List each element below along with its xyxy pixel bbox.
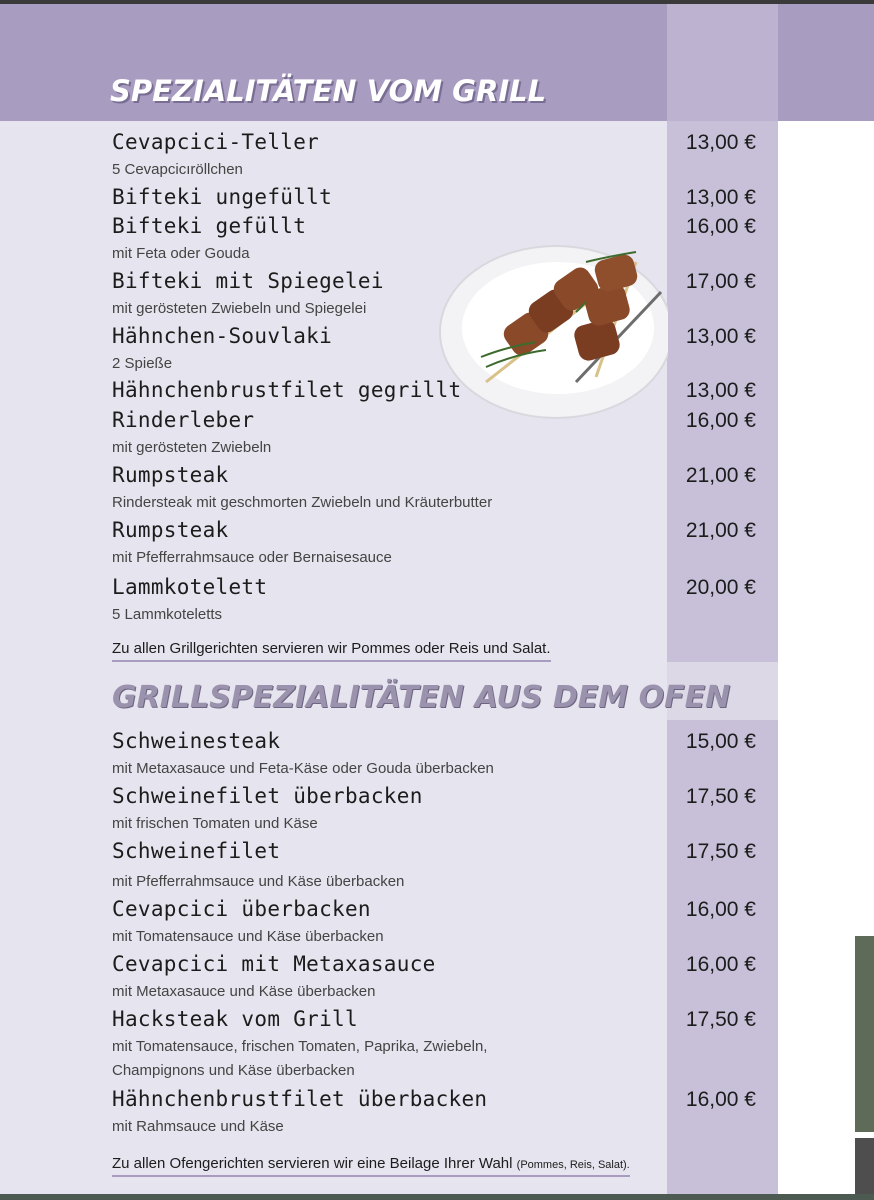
menu-item-desc: mit gerösteten Zwiebeln (112, 439, 272, 456)
menu-item-name: Bifteki mit Spiegelei (112, 269, 384, 293)
menu-item-desc: mit Rahmsauce und Käse (112, 1118, 284, 1135)
menu-item-name: Rinderleber (112, 408, 255, 432)
section2-title: GRILLSPEZIALITÄTEN AUS DEM OFEN (112, 680, 731, 715)
bottom-border (0, 1194, 874, 1200)
menu-item-name: Schweinesteak (112, 729, 281, 753)
menu-item-desc-line2: Champignons und Käse überbacken (112, 1062, 355, 1079)
menu-item-name: Cevapcici-Teller (112, 130, 320, 154)
menu-item-desc: mit frischen Tomaten und Käse (112, 815, 318, 832)
section1-title: SPEZIALITÄTEN VOM GRILL (110, 74, 547, 108)
section2-note-text: Zu allen Ofengerichten servieren wir eine Beilage Ihrer Wahl (112, 1155, 513, 1172)
section1-note: Zu allen Grillgerichten servieren wir Pommes oder Reis und Salat. (112, 640, 551, 662)
menu-item-name: Schweinefilet überbacken (112, 784, 423, 808)
menu-item-price: 16,00 € (685, 1088, 756, 1111)
menu-item-desc: mit Tomatensauce, frischen Tomaten, Paprika, Zwiebeln, (112, 1038, 488, 1055)
menu-item-desc: 5 Lammkoteletts (112, 606, 223, 623)
menu-item-price: 17,50 € (685, 840, 756, 863)
menu-item-desc: mit Tomatensauce und Käse überbacken (112, 928, 384, 945)
side-photo-fragment (855, 936, 874, 1132)
menu-item-desc: mit Metaxasauce und Feta-Käse oder Gouda überbacken (112, 760, 494, 777)
menu-item-desc: mit Pfefferrahmsauce und Käse überbacken (112, 873, 405, 890)
menu-item-price: 17,50 € (685, 785, 756, 808)
menu-item-price: 16,00 € (685, 953, 756, 976)
menu-item-name: Cevapcici überbacken (112, 897, 371, 921)
menu-item-price: 13,00 € (685, 325, 756, 348)
menu-item-name: Schweinefilet (112, 839, 281, 863)
menu-item-price: 17,50 € (685, 1008, 756, 1031)
menu-item-name: Rumpsteak (112, 518, 229, 542)
menu-item-name: Hähnchenbrustfilet überbacken (112, 1087, 488, 1111)
header-band-price (667, 4, 778, 121)
menu-item-price: 16,00 € (685, 898, 756, 921)
menu-item-price: 13,00 € (685, 379, 756, 402)
menu-item-price: 21,00 € (685, 519, 756, 542)
menu-item-name: Rumpsteak (112, 463, 229, 487)
menu-item-name: Hacksteak vom Grill (112, 1007, 358, 1031)
menu-item-name: Bifteki ungefüllt (112, 185, 333, 209)
grilled-skewers-photo (436, 232, 668, 422)
menu-item-name: Cevapcici mit Metaxasauce (112, 952, 436, 976)
menu-item-name: Hähnchen-Souvlaki (112, 324, 333, 348)
menu-item-name: Lammkotelett (112, 575, 268, 599)
menu-item-price: 13,00 € (685, 131, 756, 154)
menu-item-desc: mit Metaxasauce und Käse überbacken (112, 983, 376, 1000)
side-photo-fragment (855, 1138, 874, 1200)
menu-item-desc: mit Feta oder Gouda (112, 245, 250, 262)
menu-item-name: Hähnchenbrustfilet gegrillt (112, 378, 462, 402)
menu-item-price: 21,00 € (685, 464, 756, 487)
menu-item-price: 16,00 € (685, 215, 756, 238)
menu-item-price: 15,00 € (685, 730, 756, 753)
menu-item-desc: 2 Spieße (112, 355, 173, 372)
menu-item-price: 13,00 € (685, 186, 756, 209)
menu-item-price: 16,00 € (685, 409, 756, 432)
menu-item-name: Bifteki gefüllt (112, 214, 307, 238)
menu-item-price: 20,00 € (685, 576, 756, 599)
menu-item-desc: 5 Cevapcicıröllchen (112, 161, 243, 178)
section2-note-small: (Pommes, Reis, Salat). (516, 1159, 630, 1171)
menu-item-desc: Rindersteak mit geschmorten Zwiebeln und Kräuterbutter (112, 494, 493, 511)
menu-item-desc: mit Pfefferrahmsauce oder Bernaisesauce (112, 549, 392, 566)
menu-item-desc: mit gerösteten Zwiebeln und Spiegelei (112, 300, 367, 317)
section2-note (112, 1155, 630, 1177)
menu-item-price: 17,00 € (685, 270, 756, 293)
